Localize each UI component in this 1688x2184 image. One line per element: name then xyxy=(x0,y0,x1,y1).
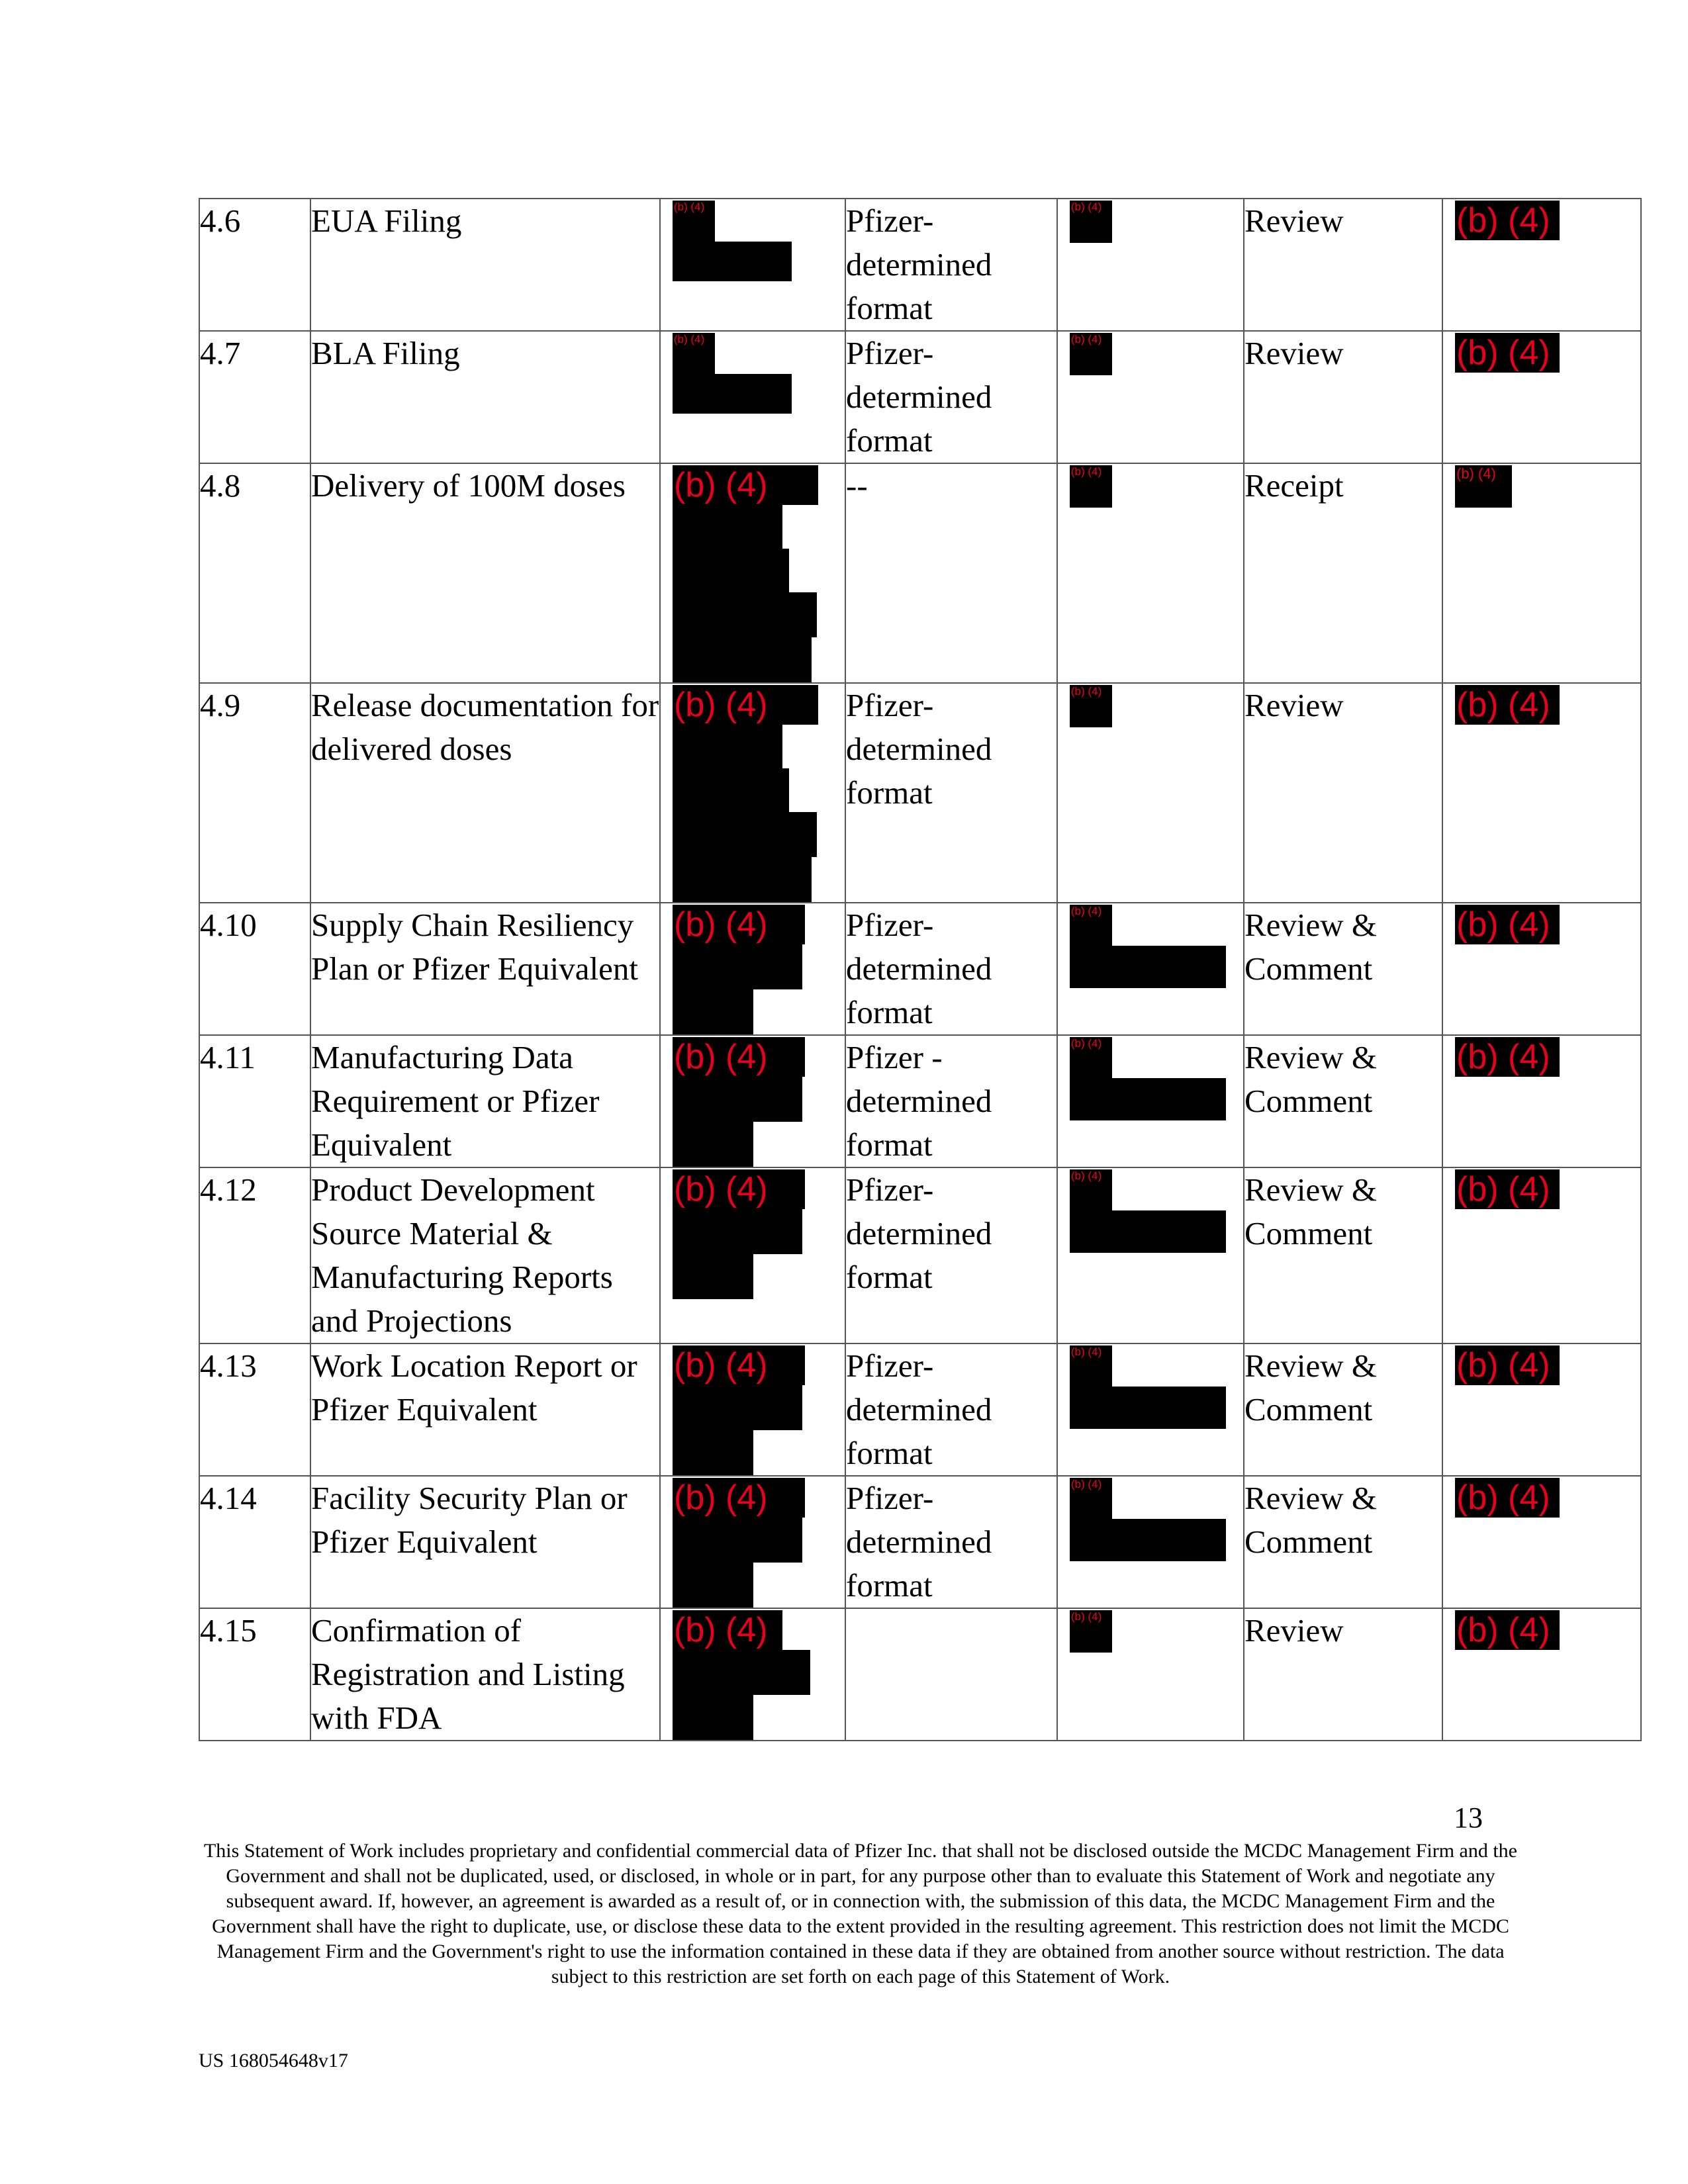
redaction-label: (b) (4) xyxy=(1070,465,1112,508)
format-cell: Pfizer-determined format xyxy=(845,331,1057,463)
redacted-cell xyxy=(1442,1343,1641,1476)
government-action: Review xyxy=(1244,683,1442,903)
row-number: 4.11 xyxy=(199,1035,310,1167)
redacted-cell xyxy=(660,463,845,683)
redaction-label: (b) (4) xyxy=(1455,905,1560,944)
redacted-cell xyxy=(1057,1167,1244,1343)
redacted-cell xyxy=(1442,199,1641,331)
redacted-cell xyxy=(1442,1476,1641,1608)
redaction-label: (b) (4) xyxy=(1455,333,1560,373)
table-row xyxy=(199,903,1641,1035)
table-row xyxy=(199,199,1641,331)
format-cell: Pfizer-determined format xyxy=(845,1167,1057,1343)
redaction-label: (b) (4) xyxy=(1070,333,1112,375)
redaction-label: (b) (4) xyxy=(1455,201,1560,240)
redacted-cell xyxy=(1442,331,1641,463)
redacted-cell xyxy=(1442,463,1641,683)
row-number: 4.8 xyxy=(199,463,310,683)
redacted-cell xyxy=(1057,1035,1244,1167)
row-number: 4.9 xyxy=(199,683,310,903)
redaction-label: (b) (4) xyxy=(673,1610,782,1650)
format-cell: Pfizer-determined format xyxy=(845,199,1057,331)
table-row xyxy=(199,683,1641,903)
redaction-label: (b) (4) xyxy=(1455,1478,1560,1518)
government-action: Review & Comment xyxy=(1244,1343,1442,1476)
table-row xyxy=(199,1035,1641,1167)
government-action: Review & Comment xyxy=(1244,1476,1442,1608)
deliverable-name: Manufacturing Data Requirement or Pfizer Equivalent xyxy=(310,1035,660,1167)
redaction-label: (b) (4) xyxy=(1070,1169,1112,1212)
redaction-label: (b) (4) xyxy=(1455,1610,1560,1650)
redaction-label: (b) (4) xyxy=(673,465,818,505)
government-action: Review xyxy=(1244,331,1442,463)
deliverable-name: Product Development Source Material & Manufacturing Reports and Projections xyxy=(310,1167,660,1343)
redacted-cell xyxy=(1442,903,1641,1035)
row-number: 4.7 xyxy=(199,331,310,463)
redacted-cell xyxy=(660,1167,845,1343)
redacted-cell xyxy=(660,903,845,1035)
government-action: Review xyxy=(1244,1608,1442,1741)
redacted-cell xyxy=(1442,1167,1641,1343)
redaction-label: (b) (4) xyxy=(673,1345,805,1385)
redaction-label: (b) (4) xyxy=(673,201,715,243)
redacted-cell xyxy=(1442,1035,1641,1167)
redacted-cell xyxy=(660,1035,845,1167)
format-cell xyxy=(845,1608,1057,1741)
deliverable-name: BLA Filing xyxy=(310,331,660,463)
format-cell: Pfizer - determined format xyxy=(845,1035,1057,1167)
redaction-label: (b) (4) xyxy=(673,1169,805,1209)
redaction-label: (b) (4) xyxy=(1070,201,1112,243)
redaction-label: (b) (4) xyxy=(1455,1169,1560,1209)
table-row xyxy=(199,331,1641,463)
row-number: 4.10 xyxy=(199,903,310,1035)
row-number: 4.13 xyxy=(199,1343,310,1476)
redacted-cell xyxy=(1442,1608,1641,1741)
table-row xyxy=(199,463,1641,683)
redaction-label: (b) (4) xyxy=(673,1037,805,1077)
redaction-label: (b) (4) xyxy=(1070,685,1112,727)
redaction-label: (b) (4) xyxy=(1070,1037,1112,1079)
government-action: Receipt xyxy=(1244,463,1442,683)
row-number: 4.15 xyxy=(199,1608,310,1741)
redaction-label: (b) (4) xyxy=(673,1478,805,1518)
table-row xyxy=(199,1343,1641,1476)
deliverable-name: EUA Filing xyxy=(310,199,660,331)
redacted-cell xyxy=(660,1343,845,1476)
deliverable-name: Release documentation for delivered doses xyxy=(310,683,660,903)
redaction-label: (b) (4) xyxy=(1455,685,1560,725)
row-number: 4.12 xyxy=(199,1167,310,1343)
deliverable-name: Confirmation of Registration and Listing with FDA xyxy=(310,1608,660,1741)
government-action: Review & Comment xyxy=(1244,903,1442,1035)
table-row xyxy=(199,1476,1641,1608)
government-action: Review & Comment xyxy=(1244,1167,1442,1343)
redacted-cell xyxy=(1442,683,1641,903)
deliverable-name: Supply Chain Resiliency Plan or Pfizer Equivalent xyxy=(310,903,660,1035)
redacted-cell xyxy=(1057,683,1244,903)
redaction-label: (b) (4) xyxy=(1070,905,1112,947)
format-cell: Pfizer-determined format xyxy=(845,683,1057,903)
redaction-label: (b) (4) xyxy=(673,905,805,944)
redacted-cell xyxy=(1057,1476,1244,1608)
format-cell: Pfizer-determined format xyxy=(845,1343,1057,1476)
confidentiality-notice: This Statement of Work includes proprietary and confidential commercial data of Pfizer Inc. that shall not be disclosed outside the MCDC Management Firm and the Government and shall not be duplicated, used, or disclosed, in whole or in part, for any purpose other than to evaluate this Statement of Work and negotiate any subsequent award. If, however, an agreement is awarded as a result of, or in connection with, the submission of this data, the MCDC Management Firm and the Government shall have the right to duplicate, use, or disclose these data to the extent provided in the resulting agreement. This restriction does not limit the MCDC Management Firm and the Government's right to use the information contained in these data if they are obtained from another source without restriction. The data subject to this restriction are set forth on each page of this Statement of Work. xyxy=(203,1840,1517,1987)
page-number: 13 xyxy=(1454,1801,1483,1834)
redaction-label: (b) (4) xyxy=(1070,1478,1112,1520)
redaction-label: (b) (4) xyxy=(673,333,715,375)
government-action: Review & Comment xyxy=(1244,1035,1442,1167)
redacted-cell xyxy=(1057,903,1244,1035)
government-action: Review xyxy=(1244,199,1442,331)
row-number: 4.6 xyxy=(199,199,310,331)
redacted-cell xyxy=(660,683,845,903)
redaction-label: (b) (4) xyxy=(1455,465,1512,508)
deliverable-name: Delivery of 100M doses xyxy=(310,463,660,683)
redaction-label: (b) (4) xyxy=(1455,1037,1560,1077)
redacted-cell xyxy=(1057,1608,1244,1741)
format-cell: Pfizer-determined format xyxy=(845,903,1057,1035)
redacted-cell xyxy=(660,199,845,331)
redaction-label: (b) (4) xyxy=(1070,1345,1112,1388)
document-id: US 168054648v17 xyxy=(199,2050,348,2071)
deliverable-name: Facility Security Plan or Pfizer Equivalent xyxy=(310,1476,660,1608)
table-row xyxy=(199,1608,1641,1741)
redaction-label: (b) (4) xyxy=(1455,1345,1560,1385)
format-cell: -- xyxy=(845,463,1057,683)
redacted-cell xyxy=(1057,463,1244,683)
format-cell: Pfizer-determined format xyxy=(845,1476,1057,1608)
row-number: 4.14 xyxy=(199,1476,310,1608)
redacted-cell xyxy=(1057,331,1244,463)
redaction-label: (b) (4) xyxy=(673,685,818,725)
redacted-cell xyxy=(1057,199,1244,331)
redacted-cell xyxy=(1057,1343,1244,1476)
deliverables-table xyxy=(199,198,1642,1741)
redaction-label: (b) (4) xyxy=(1070,1610,1112,1653)
deliverable-name: Work Location Report or Pfizer Equivalent xyxy=(310,1343,660,1476)
redacted-cell xyxy=(660,1608,845,1741)
table-row xyxy=(199,1167,1641,1343)
redacted-cell xyxy=(660,331,845,463)
redacted-cell xyxy=(660,1476,845,1608)
